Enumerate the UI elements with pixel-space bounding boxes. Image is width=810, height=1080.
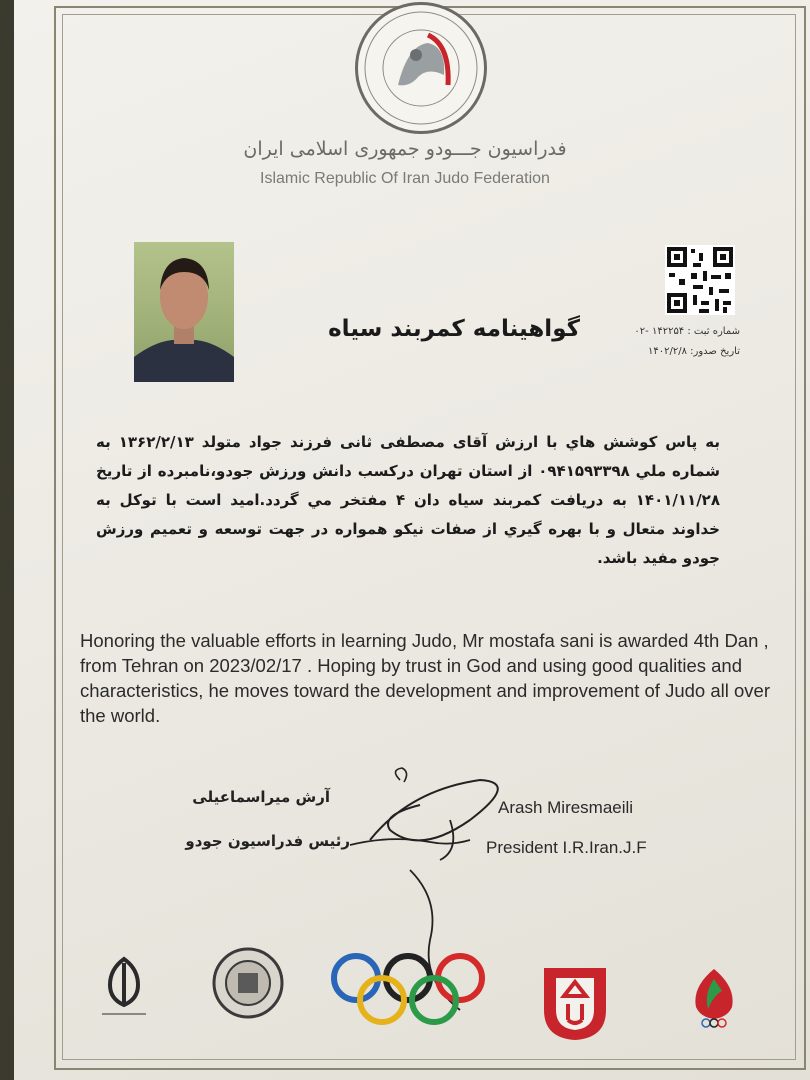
asian-judo-union-icon [540, 960, 610, 1042]
olympic-rings-icon [328, 950, 488, 1028]
certificate-title: گواهینامه کمربند سیاه [328, 316, 580, 342]
issue-date: تاریخ صدور: ۱۴۰۲/۲/۸ [648, 346, 740, 357]
signatory-name-en: Arash Miresmaeili [498, 798, 634, 817]
holder-photo [134, 242, 234, 382]
kodokan-seal-icon [210, 945, 286, 1021]
qr-code-icon [665, 245, 735, 315]
signatory-name-fa: آرش میراسماعیلی [192, 788, 330, 806]
certificate-body-fa: به پاس كوشش هاي با ارزش آقای مصطفی ثانی فرزند جواد متولد ۱۳۶۲/۲/۱۳ به شماره ملي ۰۹۴۱۵۹۳۳۹۸ از استان تهران درکسب دانش ورزش جودو،نامبرده از تاریخ ۱۴۰۱/۱۱/۲۸ به دريافت كمربند سياه دان ۴ مفتخر مي گردد.اميد است با توكل به خداوند متعال و با بهره گيري از صفات نيكو همواره در جهت توسعه و تعميم ورزش جودو مفيد باشد. [96, 433, 720, 567]
iran-emblem-icon [96, 955, 152, 1025]
iran-olympic-committee-icon [686, 965, 742, 1035]
federation-seal-icon [355, 2, 487, 134]
federation-name-en: Islamic Republic Of Iran Judo Federation [260, 170, 550, 187]
certificate-body-en: Honoring the valuable efforts in learning Judo, Mr mostafa sani is awarded 4th Dan , from Tehran on 2023/02/17 . Hoping by trust in God and using good qualities and characteristics, he moves toward the development and improvement of Judo all over the world. [80, 630, 770, 726]
registration-info [590, 322, 740, 362]
signatory-title-fa: رئیس فدراسیون جودو [185, 832, 350, 850]
signatory-title-en: President I.R.Iran.J.F [486, 838, 647, 857]
registration-number: شماره ثبت : ۱۴۲۲۵۴ -۰۲ [634, 326, 740, 337]
federation-name-fa: فدراسیون جـــودو جمهوری اسلامی ایران [243, 138, 567, 160]
